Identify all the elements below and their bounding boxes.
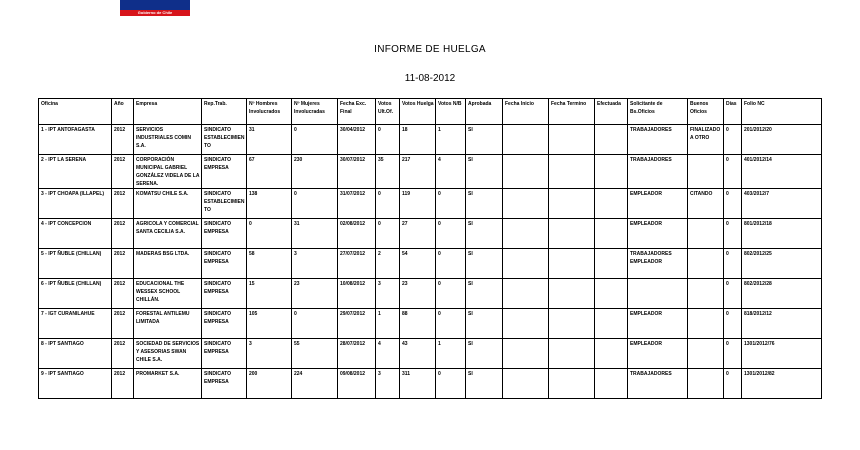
table-cell: [688, 249, 724, 279]
table-cell: [503, 219, 549, 249]
table-cell: SI: [466, 369, 503, 399]
table-cell: SINDICATO EMPRESA: [202, 279, 247, 309]
table-cell: [595, 125, 628, 155]
table-cell: SI: [466, 155, 503, 189]
table-cell: 0: [724, 309, 742, 339]
table-cell: SI: [466, 309, 503, 339]
table-cell: EMPLEADOR: [628, 309, 688, 339]
table-row: [39, 155, 822, 189]
column-header: Empresa: [134, 99, 202, 125]
table-cell: [503, 369, 549, 399]
table-cell: [503, 155, 549, 189]
table-cell: [549, 279, 595, 309]
table-cell: 28/07/2012: [338, 339, 376, 369]
table-cell: 138: [247, 189, 292, 219]
table-cell: SI: [466, 249, 503, 279]
table-cell: MADERAS BSG LTDA.: [134, 249, 202, 279]
table-cell: 403/2012/7: [742, 189, 822, 219]
table-cell: 31/07/2012: [338, 189, 376, 219]
table-cell: 31: [292, 219, 338, 249]
column-header: Aprobada: [466, 99, 503, 125]
table-cell: 0: [724, 369, 742, 399]
table-cell: SI: [466, 189, 503, 219]
table-row: [39, 279, 822, 309]
table-cell: FINALIZADO A OTRO: [688, 125, 724, 155]
table-cell: [549, 219, 595, 249]
table-cell: SINDICATO EMPRESA: [202, 219, 247, 249]
table-cell: 55: [292, 339, 338, 369]
table-cell: 0: [292, 309, 338, 339]
table-cell: 27: [400, 219, 436, 249]
table-cell: 201/2012/20: [742, 125, 822, 155]
table-cell: [595, 155, 628, 189]
table-cell: 0: [724, 155, 742, 189]
table-cell: 224: [292, 369, 338, 399]
column-header: Rep.Trab.: [202, 99, 247, 125]
column-header: Votos Ult.Of.: [376, 99, 400, 125]
column-header: Fecha Termino: [549, 99, 595, 125]
table-cell: 30/07/2012: [338, 155, 376, 189]
table-cell: [688, 339, 724, 369]
table-cell: 9 - IPT SANTIAGO: [39, 369, 112, 399]
table-cell: 200: [247, 369, 292, 399]
column-header: Solicitante de Bs.Oficios: [628, 99, 688, 125]
table-cell: [549, 125, 595, 155]
table-cell: 4: [436, 155, 466, 189]
table-cell: SINDICATO EMPRESA: [202, 339, 247, 369]
column-header: Nº Mujeres Involucradas: [292, 99, 338, 125]
table-cell: 5 - IPT ÑUBLE (CHILLAN): [39, 249, 112, 279]
table-cell: KOMATSU CHILE S.A.: [134, 189, 202, 219]
table-cell: 0: [724, 125, 742, 155]
table-cell: 0: [376, 189, 400, 219]
table-cell: 7 - IGT CURANILAHUE: [39, 309, 112, 339]
column-header: Nº Hombres Involucrados: [247, 99, 292, 125]
table-cell: 3: [376, 369, 400, 399]
table-cell: 119: [400, 189, 436, 219]
table-cell: 3: [247, 339, 292, 369]
table-cell: 88: [400, 309, 436, 339]
table-cell: 35: [376, 155, 400, 189]
table-cell: 3 - IPT CHOAPA (ILLAPEL): [39, 189, 112, 219]
table-row: [39, 125, 822, 155]
table-row: [39, 219, 822, 249]
table-cell: 2012: [112, 219, 134, 249]
table-cell: 802/2012/25: [742, 249, 822, 279]
table-cell: [595, 309, 628, 339]
table-cell: 0: [724, 219, 742, 249]
table-cell: [688, 309, 724, 339]
table-cell: 0: [376, 125, 400, 155]
table-cell: PROMARKET S.A.: [134, 369, 202, 399]
table-cell: 0: [436, 279, 466, 309]
table-cell: SINDICATO EMPRESA: [202, 309, 247, 339]
table-cell: 2012: [112, 309, 134, 339]
table-cell: CITANDO: [688, 189, 724, 219]
table-cell: 0: [292, 189, 338, 219]
table-cell: [503, 249, 549, 279]
table-cell: 27/07/2012: [338, 249, 376, 279]
table-cell: 1: [376, 309, 400, 339]
government-logo: [120, 0, 190, 16]
strike-report-table: [38, 98, 822, 399]
table-cell: [503, 189, 549, 219]
table-cell: 43: [400, 339, 436, 369]
table-row: [39, 369, 822, 399]
column-header: Fecha Inicio: [503, 99, 549, 125]
table-row: [39, 249, 822, 279]
table-cell: 4: [376, 339, 400, 369]
table-cell: 0: [376, 219, 400, 249]
table-cell: [688, 219, 724, 249]
table-cell: 0: [436, 249, 466, 279]
table-cell: 311: [400, 369, 436, 399]
table-cell: [595, 189, 628, 219]
table-cell: 67: [247, 155, 292, 189]
table-cell: 18: [400, 125, 436, 155]
table-cell: 801/2012/18: [742, 219, 822, 249]
table-cell: [549, 189, 595, 219]
logo-text: Gobierno de Chile: [137, 10, 173, 15]
table-cell: 818/2012/12: [742, 309, 822, 339]
table-cell: 217: [400, 155, 436, 189]
table-header-row: [39, 99, 822, 125]
column-header: Efectuada: [595, 99, 628, 125]
table-cell: EDUCACIONAL THE WESSEX SCHOOL CHILLÁN.: [134, 279, 202, 309]
table-cell: 0: [724, 339, 742, 369]
table-cell: 2012: [112, 125, 134, 155]
column-header: Oficina: [39, 99, 112, 125]
table-cell: 3: [376, 279, 400, 309]
table-cell: 8 - IPT SANTIAGO: [39, 339, 112, 369]
table-cell: AGRICOLA Y COMERCIAL SANTA CECILIA S.A.: [134, 219, 202, 249]
table-cell: 0: [724, 189, 742, 219]
table-cell: [688, 155, 724, 189]
table-row: [39, 189, 822, 219]
table-cell: 105: [247, 309, 292, 339]
column-header: Folio NC: [742, 99, 822, 125]
table-cell: [503, 279, 549, 309]
table-cell: SINDICATO EMPRESA: [202, 369, 247, 399]
column-header: Votos Huelga: [400, 99, 436, 125]
column-header: Fecha Exc. Final: [338, 99, 376, 125]
table-cell: 29/07/2012: [338, 309, 376, 339]
table-cell: 0: [724, 249, 742, 279]
table-cell: [503, 339, 549, 369]
table-cell: 02/08/2012: [338, 219, 376, 249]
table-cell: SERVICIOS INDUSTRIALES COMIN S.A.: [134, 125, 202, 155]
table-cell: TRABAJADORES: [628, 155, 688, 189]
table-cell: EMPLEADOR: [628, 189, 688, 219]
table-cell: [503, 309, 549, 339]
table-cell: 30/04/2012: [338, 125, 376, 155]
table-cell: 6 - IPT ÑUBLE (CHILLAN): [39, 279, 112, 309]
table-cell: 23: [292, 279, 338, 309]
table-cell: EMPLEADOR: [628, 339, 688, 369]
table-cell: 1: [436, 339, 466, 369]
table-cell: 09/08/2012: [338, 369, 376, 399]
table-cell: SI: [466, 279, 503, 309]
table-cell: SOCIEDAD DE SERVICIOS Y ASESORIAS SWAN CHILE S.A.: [134, 339, 202, 369]
table-cell: 15: [247, 279, 292, 309]
table-cell: [549, 155, 595, 189]
table-cell: TRABAJADORES: [628, 125, 688, 155]
table-cell: 2: [376, 249, 400, 279]
table-cell: 0: [436, 309, 466, 339]
table-cell: 0: [436, 189, 466, 219]
table-row: [39, 309, 822, 339]
table-cell: 1: [436, 125, 466, 155]
table-cell: TRABAJADORES EMPLEADOR: [628, 249, 688, 279]
table-cell: 2012: [112, 279, 134, 309]
table-cell: SI: [466, 125, 503, 155]
table-cell: 2012: [112, 249, 134, 279]
table-cell: 0: [247, 219, 292, 249]
table-cell: 0: [724, 279, 742, 309]
table-cell: [503, 125, 549, 155]
table-cell: 2012: [112, 339, 134, 369]
table-cell: [628, 279, 688, 309]
table-cell: SI: [466, 339, 503, 369]
table-cell: 1 - IPT ANTOFAGASTA: [39, 125, 112, 155]
table-cell: 1301/2012/82: [742, 369, 822, 399]
table-cell: EMPLEADOR: [628, 219, 688, 249]
table-cell: 401/2012/14: [742, 155, 822, 189]
table-cell: 2012: [112, 189, 134, 219]
table-cell: [595, 369, 628, 399]
table-cell: TRABAJADORES: [628, 369, 688, 399]
table-cell: SINDICATO EMPRESA: [202, 249, 247, 279]
table-cell: 0: [436, 369, 466, 399]
table-cell: 230: [292, 155, 338, 189]
table-cell: SINDICATO ESTABLECIMIENTO: [202, 125, 247, 155]
table-cell: 0: [292, 125, 338, 155]
table-cell: 31: [247, 125, 292, 155]
table-cell: 54: [400, 249, 436, 279]
table-cell: [595, 219, 628, 249]
table-cell: [549, 309, 595, 339]
table-row: [39, 339, 822, 369]
table-cell: [688, 369, 724, 399]
table-cell: SINDICATO ESTABLECIMIENTO: [202, 189, 247, 219]
document-title: INFORME DE HUELGA: [374, 44, 486, 55]
column-header: Días: [724, 99, 742, 125]
table-cell: 3: [292, 249, 338, 279]
table-cell: [688, 279, 724, 309]
table-cell: 2 - IPT LA SERENA: [39, 155, 112, 189]
table-cell: [549, 339, 595, 369]
table-cell: FORESTAL ANTILEMU LIMITADA: [134, 309, 202, 339]
table-cell: 2012: [112, 369, 134, 399]
table-cell: 2012: [112, 155, 134, 189]
table-cell: 23: [400, 279, 436, 309]
table-cell: 10/08/2012: [338, 279, 376, 309]
document-date: 11-08-2012: [404, 73, 456, 84]
table-cell: 0: [436, 219, 466, 249]
column-header: Año: [112, 99, 134, 125]
table-cell: SI: [466, 219, 503, 249]
table-cell: SINDICATO EMPRESA: [202, 155, 247, 189]
table-cell: [595, 279, 628, 309]
table-cell: 4 - IPT CONCEPCION: [39, 219, 112, 249]
column-header: Buenos Oficios: [688, 99, 724, 125]
column-header: Votos N/B: [436, 99, 466, 125]
table-cell: 58: [247, 249, 292, 279]
table-cell: CORPORACIÓN MUNICIPAL GABRIEL GONZÁLEZ VIDELA DE LA SERENA.: [134, 155, 202, 189]
table-cell: 802/2012/28: [742, 279, 822, 309]
table-cell: 1301/2012/76: [742, 339, 822, 369]
table-cell: [595, 249, 628, 279]
table-cell: [595, 339, 628, 369]
table-cell: [549, 369, 595, 399]
table-cell: [549, 249, 595, 279]
